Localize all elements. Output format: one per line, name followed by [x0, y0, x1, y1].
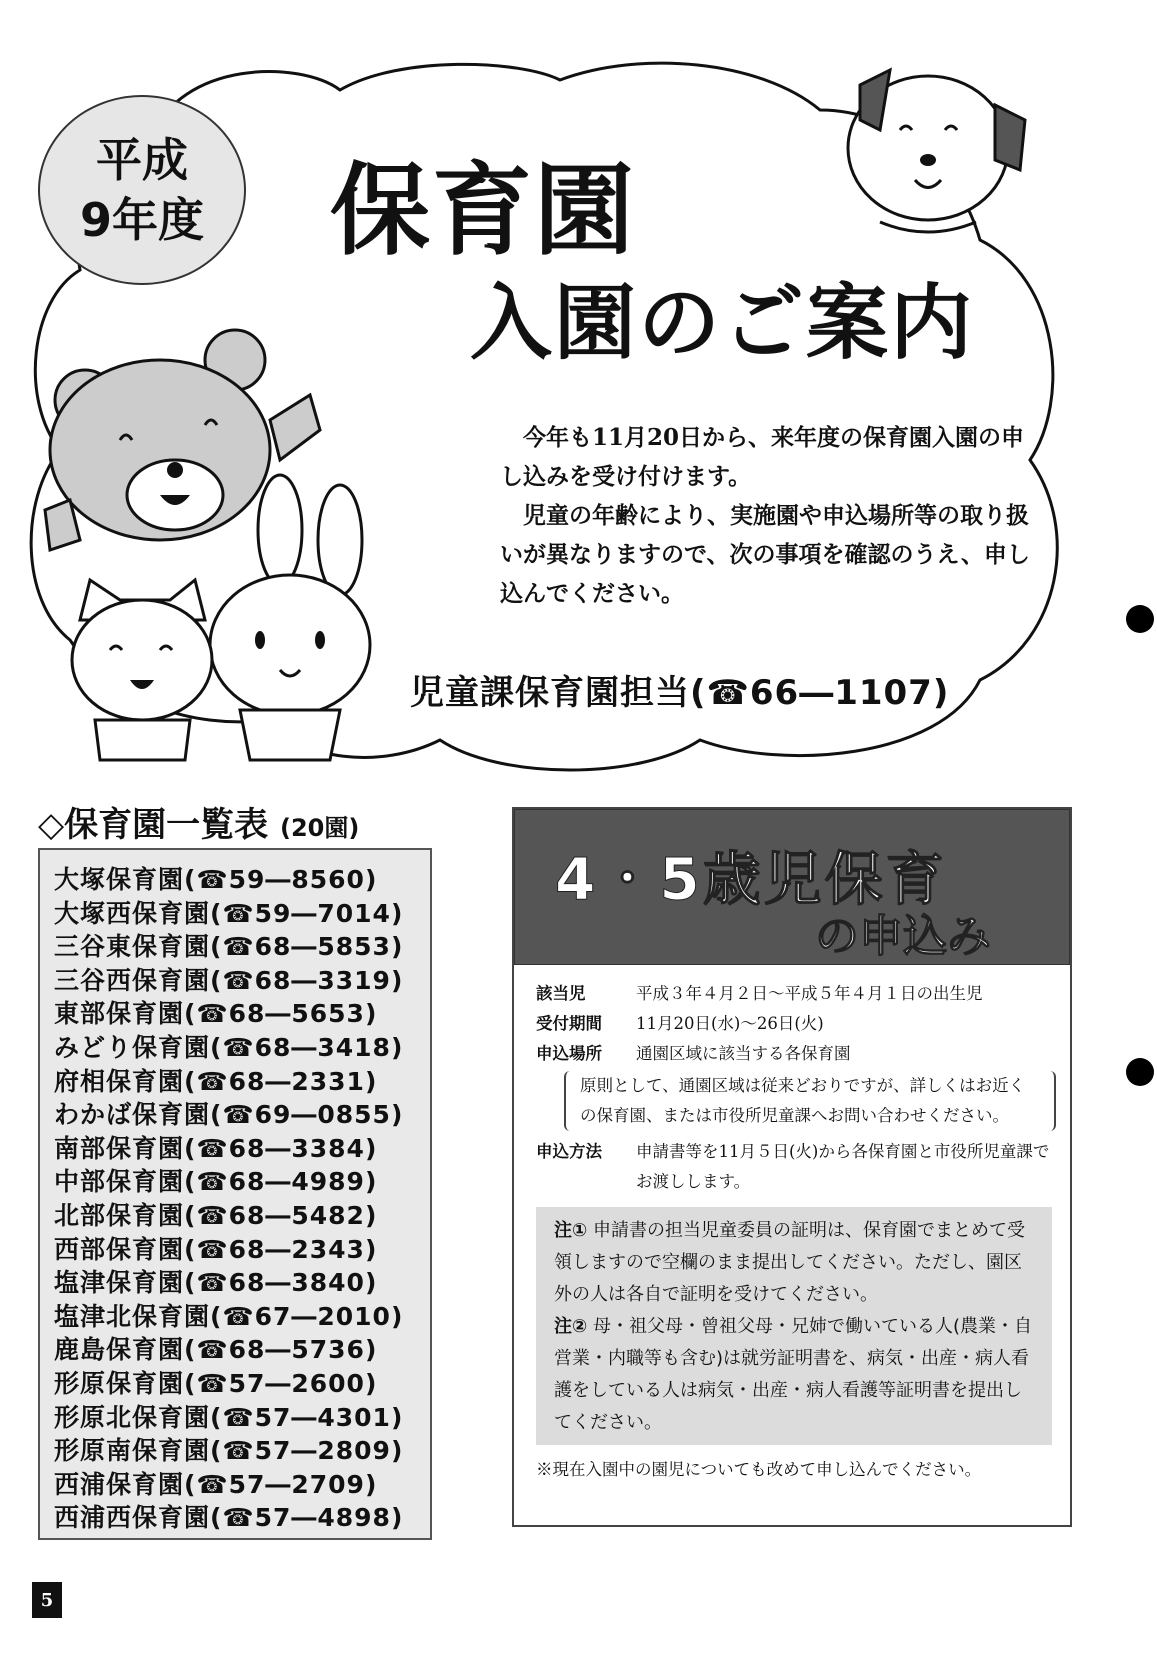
- nursery-list: [38, 848, 432, 1540]
- place-row: [536, 1039, 1056, 1069]
- nursery-phone: (☎68―5736): [184, 1335, 378, 1365]
- list-item: [54, 1431, 430, 1465]
- page-subtitle: 入園のご案内: [470, 276, 975, 371]
- nursery-list-title: [38, 797, 359, 846]
- list-item: [54, 1028, 430, 1062]
- nursery-phone: (☎68―3319): [210, 965, 404, 995]
- nursery-name: 東部保育園: [54, 999, 185, 1029]
- cat-mascot: [72, 580, 212, 760]
- nursery-name: 大塚保育園: [54, 865, 185, 894]
- place-label: 申込場所: [536, 1044, 602, 1063]
- nursery-phone: (☎68―5853): [210, 932, 404, 962]
- notes-box: [536, 1207, 1052, 1445]
- nursery-phone: (☎57―2809): [210, 1436, 404, 1466]
- intro-paragraph-1: 今年も11月20日から、来年度の保育園入園の申し込みを受け付けます。: [500, 424, 1025, 490]
- contact-line: 児童課保育園担当(☎66―1107): [410, 673, 950, 713]
- list-item: [54, 1095, 430, 1129]
- list-item: [54, 961, 430, 995]
- nursery-name: 形原南保育園: [54, 1436, 211, 1466]
- nursery-name: 西浦保育園: [54, 1469, 185, 1499]
- nursery-name: 大塚西保育園: [54, 898, 211, 928]
- margin-dot: [1126, 605, 1154, 633]
- list-item: [54, 1196, 430, 1230]
- application-title: 4・5歳児保育: [555, 845, 947, 913]
- list-item: [54, 1297, 430, 1331]
- nursery-phone: (☎68―3418): [210, 1032, 404, 1062]
- nursery-phone: (☎69―0855): [210, 1100, 404, 1130]
- list-item: [54, 860, 430, 894]
- note-2-text: 母・祖父母・曾祖父母・兄姉で働いている人(農業・自営業・内職等も含む)は就労証明書を、病気・出産・病人看護をしている人は病気・出産・病人看護等証明書を提出してください。: [554, 1316, 1033, 1433]
- list-item: [54, 1162, 430, 1196]
- period-value: 11月20日(水)～26日(火): [636, 1014, 824, 1033]
- note-1-label: 注①: [554, 1220, 588, 1241]
- eligible-row: [536, 979, 1056, 1009]
- nursery-phone: (☎68―5653): [184, 999, 378, 1029]
- nursery-phone: (☎57―2600): [184, 1368, 378, 1398]
- nursery-name: 塩津保育園: [54, 1268, 185, 1298]
- list-item: [54, 1129, 430, 1163]
- nursery-phone: (☎68―3384): [184, 1133, 378, 1163]
- year-badge-line2: 9年度: [79, 193, 204, 247]
- nursery-name: 北部保育園: [54, 1200, 185, 1230]
- list-item: [54, 994, 430, 1028]
- nursery-phone: (☎67―2010): [210, 1301, 404, 1331]
- year-badge: [38, 95, 246, 285]
- year-badge-line1: 平成: [96, 133, 188, 187]
- nursery-count: (20園): [280, 814, 360, 842]
- nursery-phone: (☎59―7014): [210, 898, 404, 928]
- nursery-list-heading: ◇保育園一覧表: [38, 805, 269, 845]
- eligible-label: 該当児: [536, 984, 586, 1003]
- nursery-name: 三谷西保育園: [54, 965, 211, 995]
- list-item: [54, 927, 430, 961]
- list-item: [54, 1230, 430, 1264]
- list-item: [54, 1330, 430, 1364]
- list-item: [54, 1364, 430, 1398]
- list-item: [54, 1498, 430, 1532]
- note-1-text: 申請書の担当児童委員の証明は、保育園でまとめて受領しますので空欄のまま提出してください。ただし、園区外の人は各自で証明を受けてください。: [554, 1220, 1025, 1305]
- application-header: [514, 809, 1070, 965]
- nursery-name: 南部保育園: [54, 1133, 185, 1163]
- nursery-name: 形原保育園: [54, 1368, 185, 1398]
- intro-text: [500, 418, 1040, 613]
- method-row: [536, 1137, 1056, 1197]
- note-1: [554, 1215, 1038, 1311]
- note-2-label: 注②: [554, 1316, 588, 1337]
- margin-dot: [1126, 1058, 1154, 1086]
- place-value: 通園区域に該当する各保育園: [636, 1044, 851, 1063]
- eligible-value: 平成３年４月２日～平成５年４月１日の出生児: [636, 984, 983, 1003]
- nursery-name: 中部保育園: [54, 1167, 185, 1197]
- application-subtitle: の申込み: [815, 911, 991, 962]
- nursery-name: 西部保育園: [54, 1234, 185, 1264]
- nursery-name: 三谷東保育園: [54, 932, 211, 962]
- list-item: [54, 1398, 430, 1432]
- period-label: 受付期間: [536, 1014, 602, 1033]
- application-section: [512, 807, 1072, 1527]
- method-value: 申請書等を11月５日(火)から各保育園と市役所児童課でお渡しします。: [636, 1142, 1050, 1191]
- nursery-phone: (☎57―4898): [210, 1503, 404, 1533]
- place-note: 原則として、通園区域は従来どおりですが、詳しくはお近くの保育園、または市役所児童課へお問い合わせください。: [564, 1071, 1056, 1131]
- nursery-phone: (☎68―2343): [184, 1234, 378, 1264]
- dog-mascot: [848, 70, 1025, 232]
- nursery-phone: (☎68―5482): [184, 1200, 378, 1230]
- nursery-name: 形原北保育園: [54, 1402, 211, 1432]
- period-row: [536, 1009, 1056, 1039]
- nursery-phone: (☎57―4301): [210, 1402, 404, 1432]
- nursery-phone: (☎57―2709): [184, 1469, 378, 1499]
- nursery-phone: (☎59―8560): [184, 865, 378, 894]
- list-item: [54, 1465, 430, 1499]
- nursery-phone: (☎68―4989): [184, 1167, 378, 1197]
- page-number: 5: [32, 1582, 62, 1618]
- nursery-name: 府相保育園: [54, 1066, 185, 1096]
- nursery-name: 塩津北保育園: [54, 1301, 211, 1331]
- nursery-phone: (☎68―2331): [184, 1066, 378, 1096]
- intro-paragraph-2: 児童の年齢により、実施園や申込場所等の取り扱いが異なりますので、次の事項を確認のうえ、申し込んでください。: [500, 502, 1030, 607]
- footnote: ※現在入園中の園児についても改めて申し込んでください。: [536, 1460, 982, 1479]
- nursery-phone: (☎68―3840): [184, 1268, 378, 1298]
- application-details: [536, 979, 1056, 1485]
- nursery-name: わかば保育園: [54, 1100, 211, 1130]
- list-item: [54, 1062, 430, 1096]
- note-2: [554, 1311, 1038, 1439]
- nursery-name: 鹿島保育園: [54, 1335, 185, 1365]
- method-label: 申込方法: [536, 1142, 602, 1161]
- nursery-name: 西浦西保育園: [54, 1503, 211, 1533]
- list-item: [54, 1263, 430, 1297]
- page-title: 保育園: [330, 152, 636, 269]
- list-item: [54, 894, 430, 928]
- nursery-name: みどり保育園: [54, 1032, 211, 1062]
